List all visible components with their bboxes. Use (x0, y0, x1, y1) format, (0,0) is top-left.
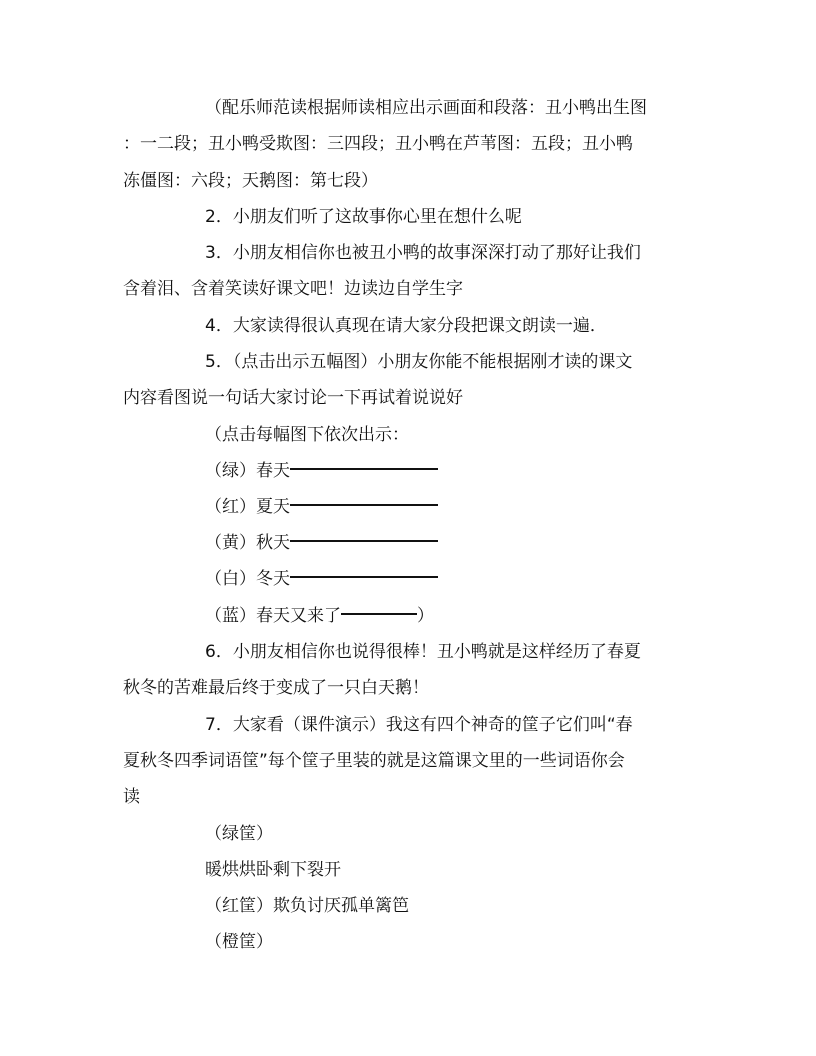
item6-line2: 秋冬的苦难最后终于变成了一只白天鹅！ (123, 678, 429, 698)
basket-green-words: 暖烘烘卧剩下裂开 (205, 860, 341, 880)
para1-line1: （配乐师范读根据师读相应出示画面和段落：丑小鸭出生图 (205, 98, 647, 118)
prompt-intro: （点击每幅图下依次出示： (205, 425, 409, 445)
prompt-green (205, 460, 438, 482)
prompt-blue-text: （蓝）春天又来了 (205, 606, 341, 626)
answer-blank (290, 468, 438, 470)
item2-text: 2．小朋友们听了这故事你心里在想什么呢 (205, 207, 522, 227)
item3-line2: 含着泪、含着笑读好课文吧！边读边自学生字 (123, 279, 463, 299)
prompt-blue (205, 605, 434, 627)
prompt-red (205, 496, 438, 518)
item7-line2: 夏秋冬四季词语筐”每个筐子里装的就是这篇课文里的一些词语你会 (123, 751, 625, 771)
item7-line1: 7．大家看（课件演示）我这有四个神奇的筐子它们叫“春 (205, 715, 633, 735)
basket-red-line: （红筐）欺负讨厌孤单篱笆 (205, 896, 409, 916)
prompt-green-text: （绿）春天 (205, 461, 290, 481)
item5-line2: 内容看图说一句话大家讨论一下再试着说说好 (123, 388, 463, 408)
para1-line3: 冻僵图：六段；天鹅图：第七段） (123, 171, 378, 191)
item7-line3: 读 (123, 787, 140, 807)
basket-orange-label: （橙筐） (205, 932, 273, 952)
prompt-red-text: （红）夏天 (205, 497, 290, 517)
prompt-yellow (205, 532, 438, 554)
item5-line1: 5．（点击出示五幅图）小朋友你能不能根据刚才读的课文 (205, 352, 633, 372)
para1-line2: ：一二段；丑小鸭受欺图：三四段；丑小鸭在芦苇图：五段；丑小鸭 (123, 134, 633, 154)
basket-green-label: （绿筐） (205, 824, 273, 844)
answer-blank (341, 613, 417, 615)
answer-blank (290, 576, 438, 578)
answer-blank (290, 540, 438, 542)
prompt-white-text: （白）冬天 (205, 569, 290, 589)
item3-line1: 3．小朋友相信你也被丑小鸭的故事深深打动了那好让我们 (205, 243, 641, 263)
prompt-white (205, 568, 438, 590)
prompt-blue-close: ） (417, 606, 434, 626)
item6-line1: 6．小朋友相信你也说得很棒！丑小鸭就是这样经历了春夏 (205, 642, 641, 662)
answer-blank (290, 504, 438, 506)
prompt-yellow-text: （黄）秋天 (205, 533, 290, 553)
item4-text: 4．大家读得很认真现在请大家分段把课文朗读一遍． (205, 316, 607, 336)
